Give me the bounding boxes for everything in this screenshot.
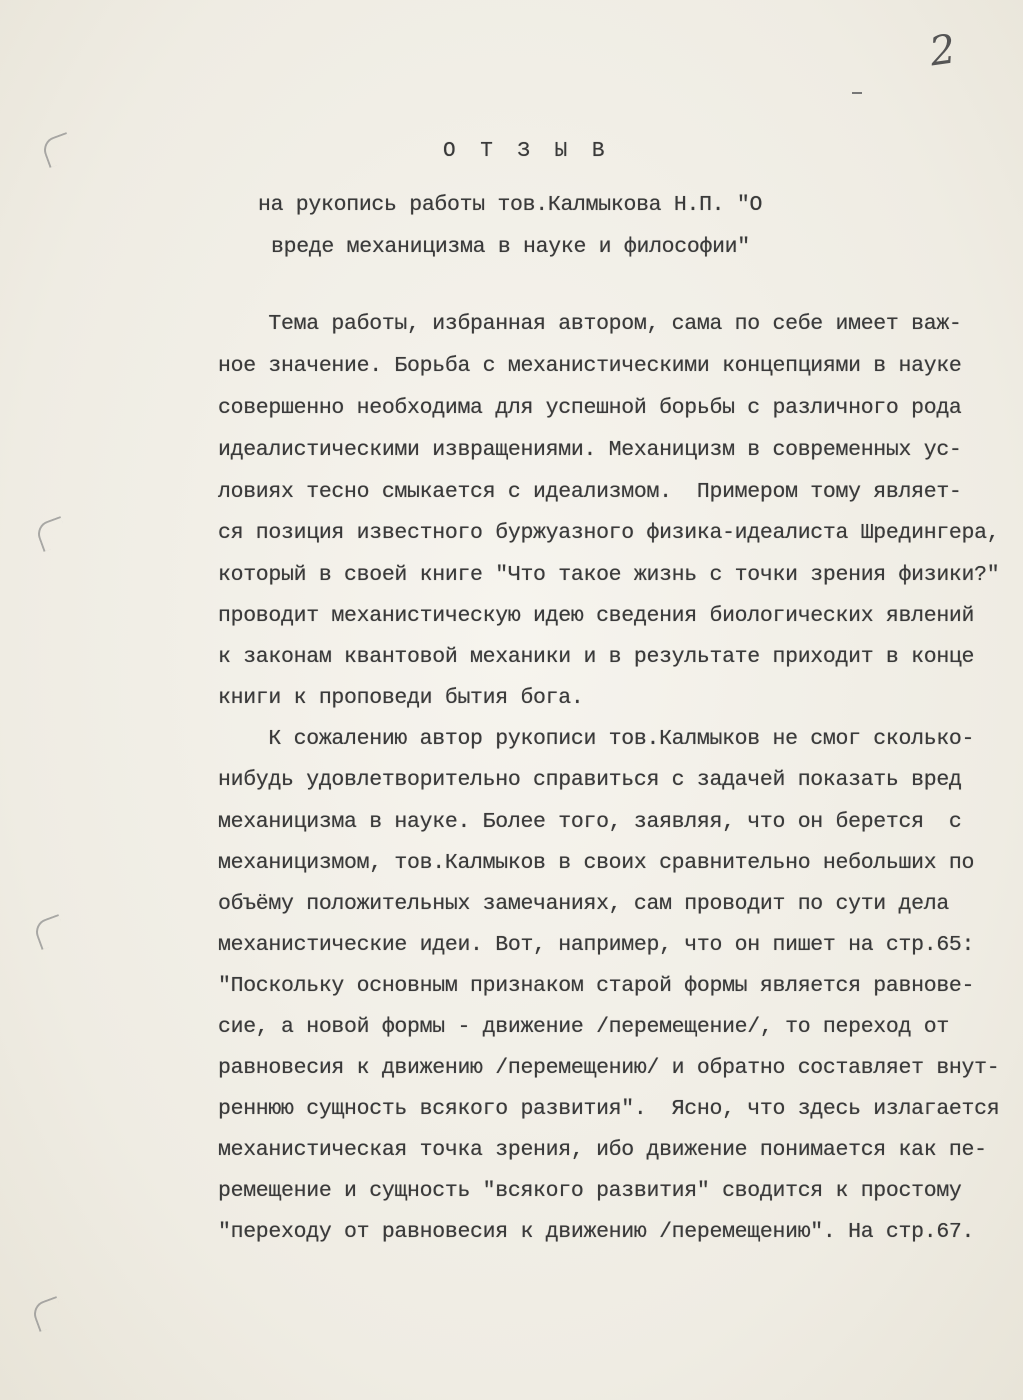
body-line: механистическая точка зрения, ибо движение понимается как пе- [218,1138,987,1162]
body-line: механицизмом, тов.Калмыков в своих сравнительно небольших по [218,851,975,875]
body-line: который в своей книге "Что такое жизнь с точки зрения физики?" [218,563,1000,587]
punch-hole-mark [40,132,76,168]
body-line: ловиях тесно смыкается с идеализмом. Примером тому являет- [218,480,962,504]
document-subtitle-line-1: на рукопись работы тов.Калмыкова Н.П. "О [258,193,763,217]
body-line: ремещение и сущность "всякого развития" сводится к простому [218,1179,962,1203]
handwritten-page-number: 2 [926,26,957,76]
body-line: книги к проповеди бытия бога. [218,686,584,710]
body-line: ное значение. Борьба с механистическими концепциями в науке [218,354,962,378]
body-line: объёму положительных замечаниях, сам проводит по сути дела [218,892,949,916]
body-line: нибудь удовлетворительно справиться с задачей показать вред [218,768,962,792]
body-line: совершенно необходима для успешной борьбы с различного рода [218,396,962,420]
body-line: "Поскольку основным признаком старой формы является равнове- [218,974,975,998]
punch-hole-mark [34,516,70,552]
body-line: механицизма в науке. Более того, заявляя, что он берется с [218,810,962,834]
pencil-mark [852,92,862,94]
body-line: К сожалению автор рукописи тов.Калмыков не смог сколько- [218,727,975,751]
body-line: проводит механистическую идею сведения биологических явлений [218,604,975,628]
body-line: сие, а новой формы - движение /перемещение/, то переход от [218,1015,949,1039]
document-title: О Т З Ы В [443,140,611,163]
punch-hole-mark [30,1296,66,1332]
body-line: механистические идеи. Вот, например, что он пишет на стр.65: [218,933,975,957]
body-line: "переходу от равновесия к движению /перемещению". На стр.67. [218,1220,975,1244]
body-line: реннюю сущность всякого развития". Ясно, что здесь излагается [218,1097,1000,1121]
punch-hole-mark [32,914,68,950]
document-subtitle-line-2: вреде механицизма в науке и философии" [271,235,750,259]
body-line: ся позиция известного буржуазного физика-идеалиста Шредингера, [218,521,1000,545]
body-line: Тема работы, избранная автором, сама по себе имеет важ- [218,312,962,336]
body-line: равновесия к движению /перемещению/ и обратно составляет внут- [218,1056,1000,1080]
body-line: к законам квантовой механики и в результате приходит в конце [218,645,975,669]
body-line: идеалистическими извращениями. Механицизм в современных ус- [218,438,962,462]
